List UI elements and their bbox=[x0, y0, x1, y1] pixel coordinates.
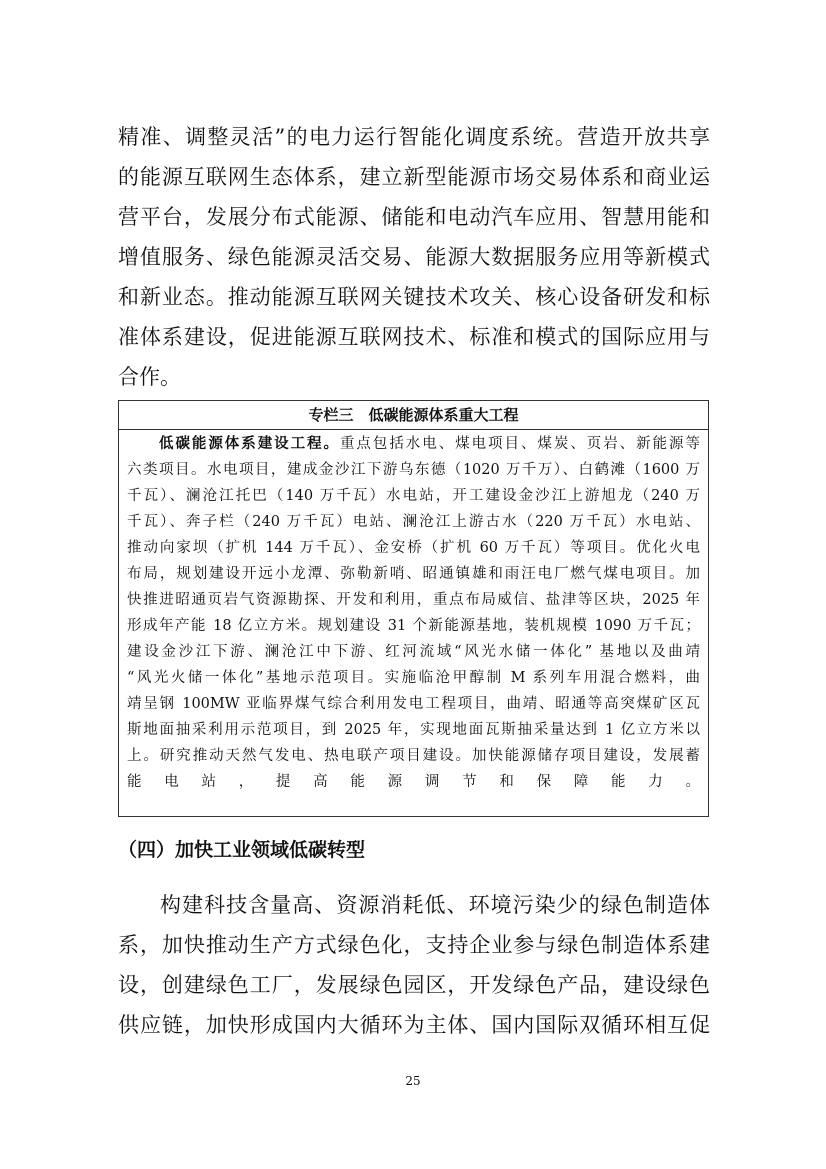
box-line bbox=[159, 432, 700, 456]
paragraph-line: 准体系建设，促进能源互联网技术、标准和模式的国际应用与 bbox=[118, 325, 710, 349]
paragraph-line: 供应链，加快形成国内大循环为主体、国内国际双循环相互促 bbox=[118, 1013, 710, 1037]
box-line: 千瓦）、澜沧江托巴（140 万千瓦）水电站，开工建设金沙江上游旭龙（240 万 bbox=[127, 488, 700, 504]
box-line: 形成年产能 18 亿立方米。规划建设 31 个新能源基地，装机规模 1090 万千瓦； bbox=[127, 618, 700, 634]
section-heading: （四）加快工业领域低碳转型 bbox=[118, 839, 366, 861]
box-line: 推动向家坝（扩机 144 万千瓦）、金安桥（扩机 60 万千瓦）等项目。优化火电 bbox=[127, 540, 700, 556]
paragraph-line: 营平台，发展分布式能源、储能和电动汽车应用、智慧用能和 bbox=[118, 205, 710, 229]
paragraph-line: 的能源互联网生态体系，建立新型能源市场交易体系和商业运 bbox=[118, 165, 710, 189]
box-line: 六类项目。水电项目，建成金沙江下游乌东德（1020 万千万）、白鹤滩（1600 万 bbox=[127, 462, 700, 478]
box-line: 布局，规划建设开远小龙潭、弥勒新哨、昭通镇雄和雨汪电厂燃气煤电项目。加 bbox=[127, 566, 700, 582]
box-line: “风光火储一体化”基地示范项目。实施临沧甲醇制 M 系列车用混合燃料，曲 bbox=[127, 670, 700, 686]
box-line: 上。研究推动天然气发电、热电联产项目建设。加快能源储存项目建设，发展蓄 bbox=[127, 748, 700, 764]
box-line: 千瓦）、奔子栏（240 万千瓦）电站、澜沧江上游古水（220 万千瓦）水电站、 bbox=[127, 514, 700, 530]
page-number: 25 bbox=[405, 1074, 421, 1088]
paragraph-line: 构建科技含量高、资源消耗低、环境污染少的绿色制造体 bbox=[160, 893, 710, 917]
box-line: 能电站，提高能源调节和保障能力。 bbox=[127, 774, 700, 790]
box-line: 建设金沙江下游、澜沧江中下游、红河流域“风光水储一体化” 基地以及曲靖 bbox=[127, 644, 700, 660]
paragraph-line: 精准、调整灵活”的电力运行智能化调度系统。营造开放共享 bbox=[118, 125, 710, 149]
feature-box-title: 专栏三 低碳能源体系重大工程 bbox=[119, 401, 708, 430]
paragraph-line: 增值服务、绿色能源灵活交易、能源大数据服务应用等新模式 bbox=[118, 245, 710, 269]
box-lead-bold: 低碳能源体系建设工程。 bbox=[159, 436, 340, 452]
paragraph-line: 和新业态。推动能源互联网关键技术攻关、核心设备研发和标 bbox=[118, 285, 710, 309]
paragraph-line: 设，创建绿色工厂，发展绿色园区，开发绿色产品，建设绿色 bbox=[118, 973, 710, 997]
paragraph-line: 系，加快推动生产方式绿色化，支持企业参与绿色制造体系建 bbox=[118, 933, 710, 957]
box-line: 靖呈钢 100MW 亚临界煤气综合利用发电工程项目，曲靖、昭通等高突煤矿区瓦 bbox=[127, 696, 700, 712]
box-line: 快推进昭通页岩气资源勘探、开发和利用，重点布局威信、盐津等区块，2025 年 bbox=[127, 592, 700, 608]
feature-box bbox=[118, 400, 709, 817]
paragraph-line: 合作。 bbox=[118, 365, 181, 389]
box-line: 斯地面抽采利用示范项目，到 2025 年，实现地面瓦斯抽采量达到 1 亿立方米以 bbox=[127, 722, 700, 738]
box-line-text: 重点包括水电、煤电项目、煤炭、页岩、新能源等 bbox=[339, 436, 700, 452]
